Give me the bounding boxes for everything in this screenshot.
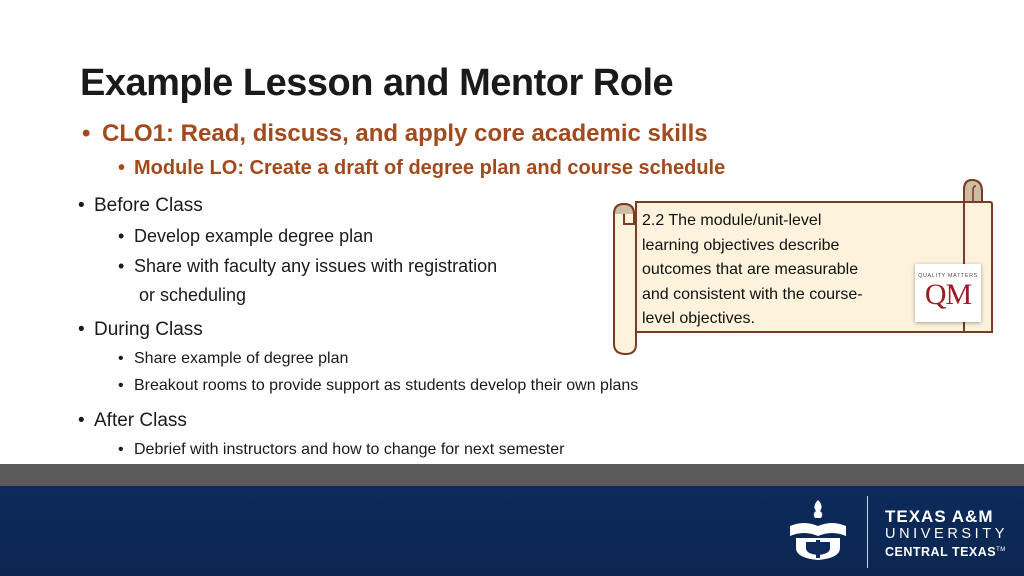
scroll-callout (612, 178, 996, 356)
before-item: • Share with faculty any issues with registration (118, 256, 498, 276)
bullet-icon: • (118, 350, 124, 367)
slide-title: Example Lesson and Mentor Role (80, 62, 674, 104)
bullet-icon: • (118, 226, 125, 246)
scroll-line: 2.2 The module/unit-level (642, 212, 822, 229)
before-item-continuation: or scheduling (139, 285, 247, 305)
bullet-icon: • (78, 195, 85, 216)
trademark-mark: TM (996, 547, 1006, 553)
university-seal-icon (782, 496, 854, 562)
after-item: • Debrief with instructors and how to change for next semester (118, 441, 565, 458)
footer-grey-band (0, 464, 1024, 486)
bullet-icon: • (118, 441, 124, 458)
clo-bullet (82, 120, 708, 148)
during-item: • Share example of degree plan (118, 350, 349, 367)
wordmark-line3: CENTRAL TEXAS™ (885, 545, 1006, 560)
scroll-text (642, 209, 912, 332)
during-item: • Breakout rooms to provide support as students develop their own plans (118, 377, 639, 394)
before-item: • Develop example degree plan (118, 226, 374, 246)
logo-divider (867, 496, 868, 568)
wordmark-line1: TEXAS A&M (885, 507, 994, 526)
clo-text: CLO1: Read, discuss, and apply core academic skills (102, 120, 708, 147)
bullet-icon: • (78, 410, 85, 431)
bullet-icon: • (118, 157, 126, 179)
scroll-line: learning objectives describe (642, 236, 840, 254)
footer-bar (0, 486, 1024, 576)
module-lo-bullet (118, 157, 725, 180)
module-lo-text: Module LO: Create a draft of degree plan and course schedule (134, 157, 726, 179)
wordmark-line2: UNIVERSITY (885, 526, 1009, 542)
qm-badge-logo-text: QM (924, 278, 972, 311)
scroll-line: and consistent with the course- (642, 285, 863, 303)
bullet-icon: • (118, 256, 125, 276)
during-class-heading: • During Class (78, 319, 203, 340)
scroll-line: outcomes that are measurable (642, 261, 859, 278)
qm-badge-small-text: QUALITY MATTERS (918, 273, 978, 279)
before-class-heading: • Before Class (78, 195, 203, 216)
after-class-heading: • After Class (78, 410, 187, 431)
quality-matters-badge (915, 264, 981, 322)
bullet-icon: • (78, 319, 85, 340)
university-wordmark (885, 507, 1008, 560)
bullet-icon: • (118, 377, 124, 394)
scroll-line: level objectives. (642, 310, 755, 327)
bullet-icon: • (82, 120, 91, 147)
